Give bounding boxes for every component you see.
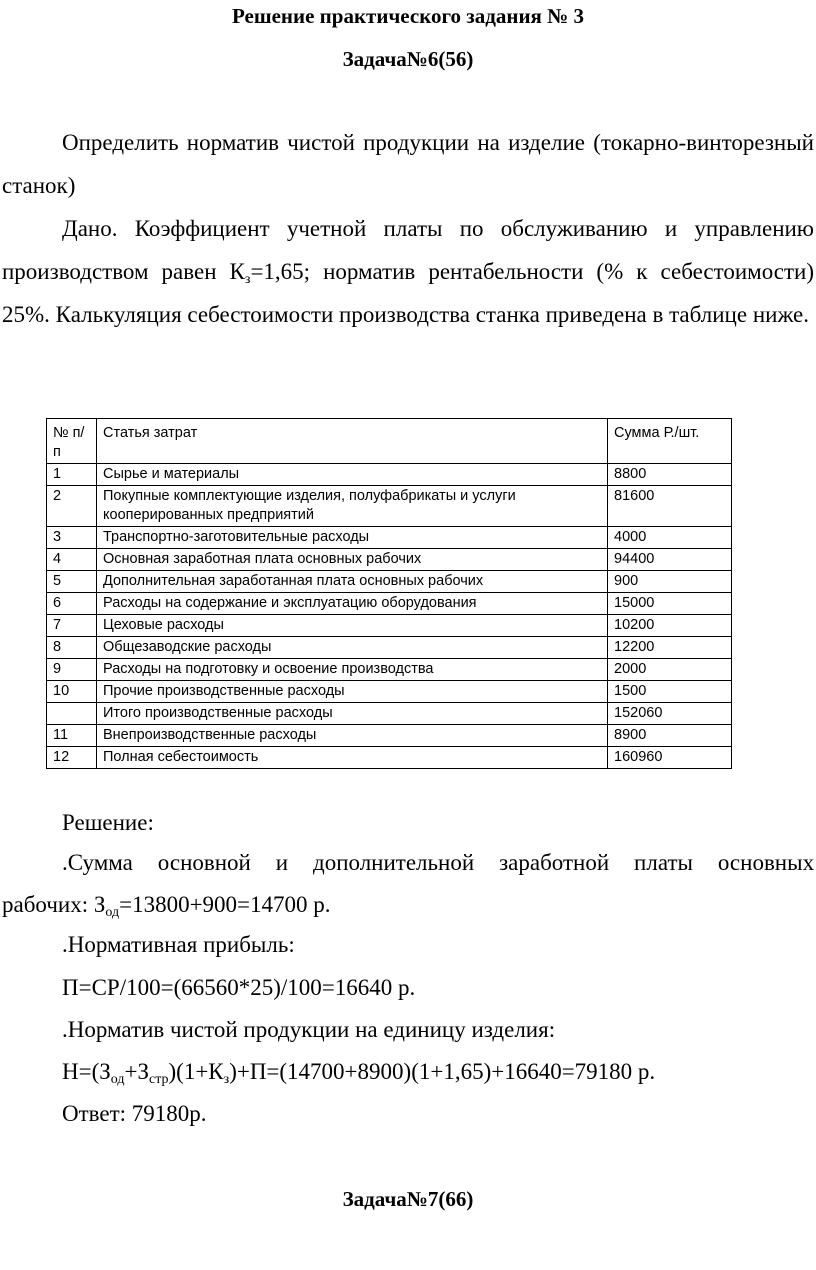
cost-item-cell: Прочие производственные расходы: [97, 681, 608, 703]
table-header-row: [47, 419, 732, 464]
step-1-word: и: [275, 850, 289, 875]
formula-sub-1: од: [110, 1072, 125, 1087]
cost-item-cell: Внепроизводственные расходы: [97, 725, 608, 747]
amount-cell: 81600: [608, 486, 732, 527]
solution-step-3-label: .Норматив чистой продукции на единицу изделия:: [62, 1017, 556, 1042]
table-row: [47, 615, 732, 637]
solution-step-3-formula: [62, 1057, 655, 1087]
amount-cell: 8900: [608, 725, 732, 747]
header-cost-item: Статья затрат: [97, 419, 608, 464]
amount-cell: 160960: [608, 747, 732, 769]
row-number-cell: 5: [47, 571, 97, 593]
step-1-word: заработной: [499, 850, 610, 875]
given-text-prefix: Дано. Коэффициент учетной платы по обслуживанию и управлению производством равен К: [2, 216, 814, 284]
step-1-word: дополнительной: [313, 850, 475, 875]
row-number-cell: 11: [47, 725, 97, 747]
amount-cell: 10200: [608, 615, 732, 637]
header-amount: Сумма Р./шт.: [608, 419, 732, 464]
formula-part-b: +З: [124, 1059, 149, 1084]
row-number-cell: 9: [47, 659, 97, 681]
row-number-cell: 6: [47, 593, 97, 615]
table-row: [47, 681, 732, 703]
formula-part-a: Н=(З: [62, 1059, 111, 1084]
cost-item-cell: Транспортно-заготовительные расходы: [97, 527, 608, 549]
table-row: [47, 527, 732, 549]
formula-sub-3: з: [223, 1072, 230, 1087]
solution-step-2-formula: П=СР/100=(66560*25)/100=16640 р.: [62, 975, 416, 1000]
row-number-cell: 12: [47, 747, 97, 769]
cost-item-cell: Цеховые расходы: [97, 615, 608, 637]
amount-cell: 4000: [608, 527, 732, 549]
header-number: № п/п: [47, 419, 97, 464]
row-number-cell: 3: [47, 527, 97, 549]
row-number-cell: 1: [47, 464, 97, 486]
table-row: [47, 593, 732, 615]
cost-item-cell: Сырье и материалы: [97, 464, 608, 486]
formula-sub-2: стр: [149, 1072, 169, 1087]
cost-item-cell: Основная заработная плата основных рабочих: [97, 549, 608, 571]
task-6-statement: Определить норматив чистой продукции на изделие (токарно-винторезный станок): [2, 130, 814, 198]
task-7-title: Задача№7(66): [342, 1187, 474, 1211]
cost-item-cell: Дополнительная заработанная плата основных рабочих: [97, 571, 608, 593]
table-row: [47, 549, 732, 571]
given-text-suffix: =1,65; норматив рентабельности (% к себестоимости) 25%. Калькуляция себестоимости производства станка приведена в таблице ниже.: [2, 259, 815, 327]
formula-part-d: )+П=(14700+8900)(1+1,65)+16640=79180 р.: [229, 1059, 656, 1084]
cost-item-cell: Итого производственные расходы: [97, 703, 608, 725]
row-number-cell: 4: [47, 549, 97, 571]
amount-cell: 900: [608, 571, 732, 593]
row-number-cell: [47, 703, 97, 725]
step-1-word: .Сумма: [62, 850, 133, 875]
solution-step-2-label: .Нормативная прибыль:: [62, 932, 295, 957]
table-row: [47, 659, 732, 681]
solution-step-1-line-1: [62, 848, 814, 878]
formula-part-c: )(1+К: [168, 1059, 224, 1084]
amount-cell: 12200: [608, 637, 732, 659]
cost-item-cell: Покупные комплектующие изделия, полуфабрикаты и услуги кооперированных предприятий: [97, 486, 608, 527]
solution-step-1-line-2: [2, 890, 331, 920]
cost-item-cell: Полная себестоимость: [97, 747, 608, 769]
document-heading: Решение практического задания № 3: [231, 4, 585, 28]
table-row: [47, 725, 732, 747]
row-number-cell: 10: [47, 681, 97, 703]
step-1-prefix: рабочих: З: [2, 892, 106, 917]
table-row: [47, 464, 732, 486]
task-6-given: [2, 207, 814, 336]
row-number-cell: 7: [47, 615, 97, 637]
cost-item-cell: Общезаводские расходы: [97, 637, 608, 659]
given-subscript: з: [244, 272, 251, 287]
table-row: [47, 747, 732, 769]
task-6-title: Задача№6(56): [342, 47, 474, 71]
table-row: [47, 486, 732, 527]
table-row: [47, 637, 732, 659]
table-row: [47, 571, 732, 593]
table-row: [47, 703, 732, 725]
step-1-word: основной: [157, 850, 251, 875]
row-number-cell: 8: [47, 637, 97, 659]
amount-cell: 15000: [608, 593, 732, 615]
amount-cell: 2000: [608, 659, 732, 681]
amount-cell: 152060: [608, 703, 732, 725]
solution-label: Решение:: [62, 810, 154, 835]
step-1-word: платы: [634, 850, 693, 875]
amount-cell: 8800: [608, 464, 732, 486]
amount-cell: 1500: [608, 681, 732, 703]
cost-item-cell: Расходы на содержание и эксплуатацию оборудования: [97, 593, 608, 615]
cost-item-cell: Расходы на подготовку и освоение производства: [97, 659, 608, 681]
cost-calculation-table: [46, 418, 732, 769]
step-1-suffix: =13800+900=14700 р.: [119, 892, 331, 917]
amount-cell: 94400: [608, 549, 732, 571]
step-1-word: основных: [717, 850, 815, 875]
row-number-cell: 2: [47, 486, 97, 527]
step-1-subscript: од: [105, 905, 120, 920]
answer: Ответ: 79180р.: [62, 1101, 207, 1126]
